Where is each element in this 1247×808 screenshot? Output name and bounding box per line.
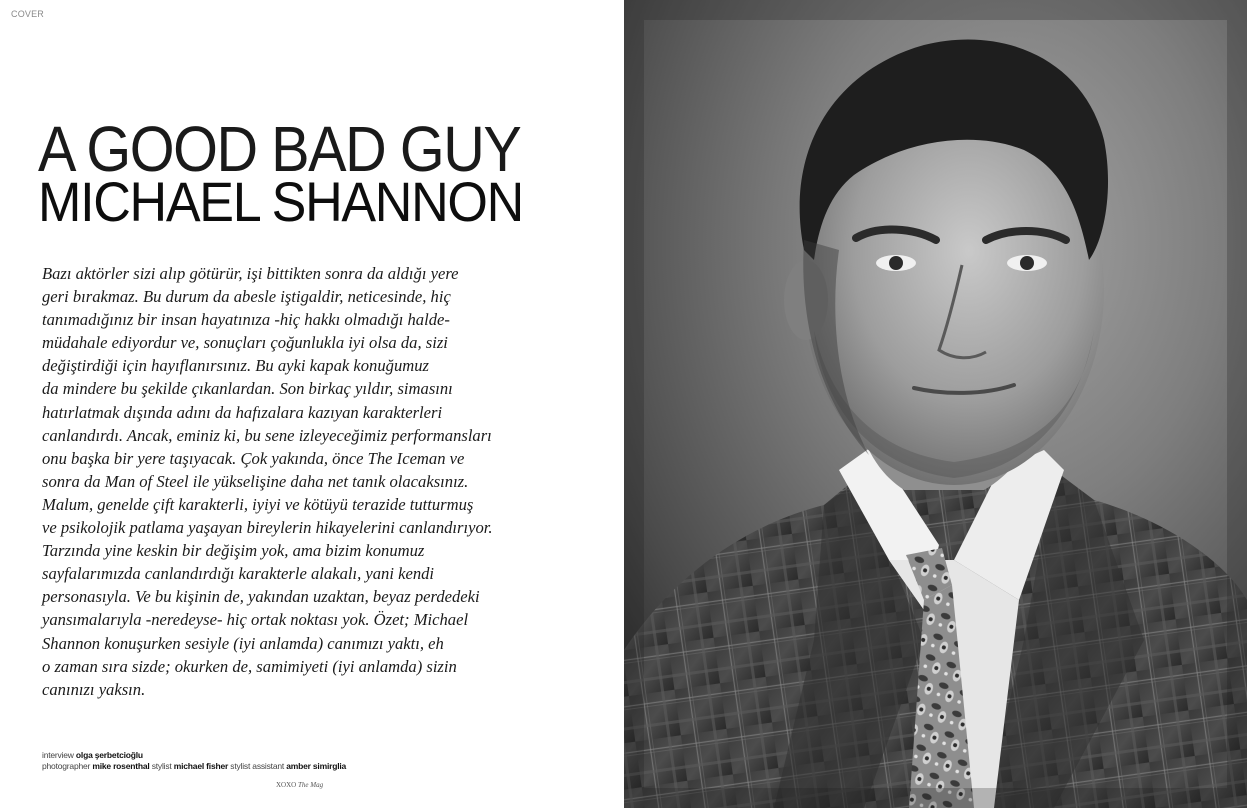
credits-row-photo xyxy=(42,761,346,772)
credit-label: stylist xyxy=(151,761,172,771)
intro-line: Shannon konuşurken sesiyle (iyi anlamda) canımızı yaktı, eh xyxy=(42,633,444,653)
credit-label: interview xyxy=(42,750,74,760)
credit-name: michael fisher xyxy=(173,761,229,771)
headline: A GOOD BAD GUY xyxy=(38,113,521,185)
intro-line: da mindere bu şekilde çıkanlardan. Son birkaç yıldır, simasını xyxy=(42,379,453,399)
folio-brand: XOXO xyxy=(276,781,297,789)
intro-line: personasıyla. Ve bu kişinin de, yakından uzaktan, beyaz perdedeki xyxy=(42,587,480,607)
intro-paragraph xyxy=(42,262,562,701)
intro-line: sayfalarımızda canlandırdığı karakterle alakalı, yani kendi xyxy=(42,564,435,584)
section-label: COVER xyxy=(11,9,45,19)
intro-line: canlandırdı. Ancak, eminiz ki, bu sene izleyeceğimiz performansları xyxy=(42,425,492,445)
portrait-photo xyxy=(624,0,1247,808)
intro-line: ve psikolojik patlama yaşayan bireylerin hikayelerini canlandırıyor. xyxy=(42,518,493,538)
intro-line: değiştirdiği için hayıflanırsınız. Bu ayki kapak konuğumuz xyxy=(42,356,429,376)
intro-line: o zaman sıra sizde; okurken de, samimiyeti (iyi anlamda) sizin xyxy=(42,656,457,676)
credit-name: olga şerbetcioğlu xyxy=(75,750,143,760)
folio-mag: The Mag xyxy=(297,781,324,789)
credits-row-interview xyxy=(42,750,346,761)
intro-line: Tarzında yine keskin bir değişim yok, ama bizim konumuz xyxy=(42,541,425,561)
intro-line: müdahale ediyordur ve, sonuçları çoğunlukla iyi olsa da, sizi xyxy=(42,333,448,353)
intro-line: yansımalarıyla -neredeyse- hiç ortak noktası yok. Özet; Michael xyxy=(42,610,469,630)
intro-line: geri bırakmaz. Bu durum da abesle iştigaldir, neticesinde, hiç xyxy=(42,287,451,307)
credit-name: mike rosenthal xyxy=(92,761,150,771)
credits xyxy=(42,750,346,772)
credit-label: photographer xyxy=(42,761,91,771)
intro-line: hatırlatmak dışında adını da hafızalara kazıyan karakterleri xyxy=(42,402,443,422)
intro-line: tanımadığınız bir insan hayatınıza -hiç hakkı olmadığı halde- xyxy=(42,310,450,330)
intro-line: sonra da Man of Steel ile yükselişine daha net tanık olacaksınız. xyxy=(42,471,469,491)
page-folio xyxy=(276,781,323,789)
intro-line: Malum, genelde çift karakterli, iyiyi ve kötüyü terazide tutturmuş xyxy=(42,494,474,514)
intro-line: canınızı yaksın. xyxy=(42,679,146,699)
intro-line: Bazı aktörler sizi alıp götürür, işi bittikten sonra da aldığı yere xyxy=(42,264,459,283)
portrait-illustration xyxy=(624,0,1247,808)
subject-name: MICHAEL SHANNON xyxy=(38,170,523,233)
intro-line: onu başka bir yere taşıyacak. Çok yakında, önce The Iceman ve xyxy=(42,448,465,468)
credit-label: stylist assistant xyxy=(230,761,285,771)
credit-name: amber simirglia xyxy=(286,761,347,771)
